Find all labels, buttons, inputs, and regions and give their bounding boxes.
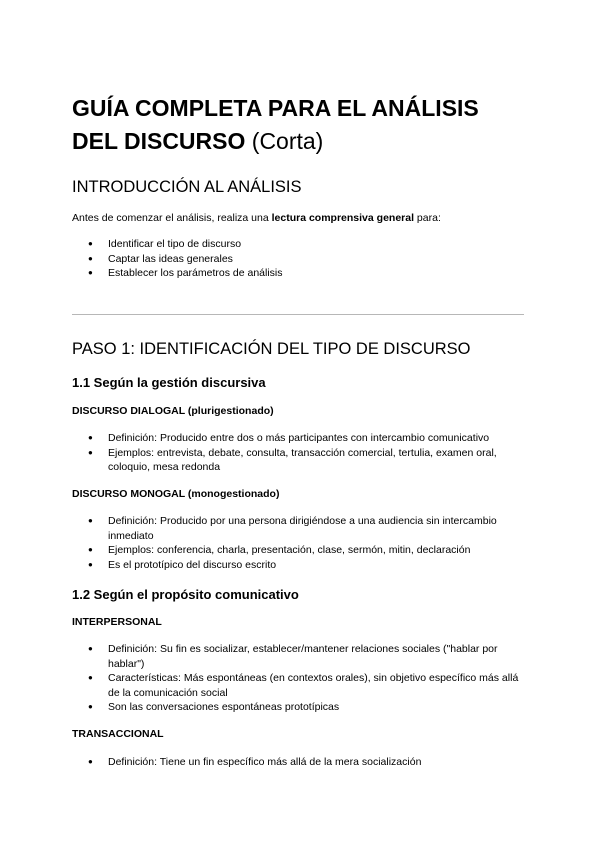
list-item: ● Definición: Producido por una persona dirigiéndose a una audiencia sin intercambio inmediato [72,514,528,543]
list-item: ● Establecer los parámetros de análisis [72,266,528,281]
list-item: ● Identificar el tipo de discurso [72,237,528,252]
paso1-heading: PASO 1: IDENTIFICACIÓN DEL TIPO DE DISCURSO [72,340,471,358]
list-item: ● Características: Más espontáneas (en contextos orales), sin objetivo específico más allá de la comunicación social [72,671,528,700]
monogal-list [72,514,528,572]
intro-text-after: para: [414,212,441,224]
transaccional-list [72,755,528,770]
list-item: ● Ejemplos: conferencia, charla, presentación, clase, sermón, mitin, declaración [72,543,528,558]
list-item: ● Son las conversaciones espontáneas prototípicas [72,700,528,715]
intro-text-bold: lectura comprensiva general [271,212,415,224]
section-1-1-heading: 1.1 Según la gestión discursiva [72,375,266,390]
dialogal-heading: DISCURSO DIALOGAL (plurigestionado) [72,405,274,417]
list-item: ● Ejemplos: entrevista, debate, consulta, transacción comercial, tertulia, examen oral, coloquio, mesa redonda [72,446,528,475]
intro-list [72,237,528,281]
list-item: ● Es el prototípico del discurso escrito [72,558,528,573]
intro-text-before: Antes de comenzar el análisis, realiza una [72,212,272,224]
intro-heading: INTRODUCCIÓN AL ANÁLISIS [72,178,302,196]
list-item: ● Definición: Producido entre dos o más participantes con intercambio comunicativo [72,431,528,446]
intro-paragraph [72,211,441,225]
transaccional-heading: TRANSACCIONAL [72,728,164,740]
section-divider [72,314,524,315]
list-item: ● Definición: Su fin es socializar, establecer/mantener relaciones sociales ("hablar por hablar") [72,642,528,671]
interpersonal-list [72,642,528,715]
title-main: GUÍA COMPLETA PARA EL ANÁLISIS DEL DISCURSO [72,95,479,154]
section-1-2-heading: 1.2 Según el propósito comunicativo [72,587,299,602]
title-suffix: (Corta) [245,128,324,154]
document-title [72,92,528,158]
monogal-heading: DISCURSO MONOGAL (monogestionado) [72,488,280,500]
list-item: ● Captar las ideas generales [72,252,528,267]
dialogal-list [72,431,528,475]
list-item: ● Definición: Tiene un fin específico más allá de la mera socialización [72,755,528,770]
interpersonal-heading: INTERPERSONAL [72,616,162,628]
